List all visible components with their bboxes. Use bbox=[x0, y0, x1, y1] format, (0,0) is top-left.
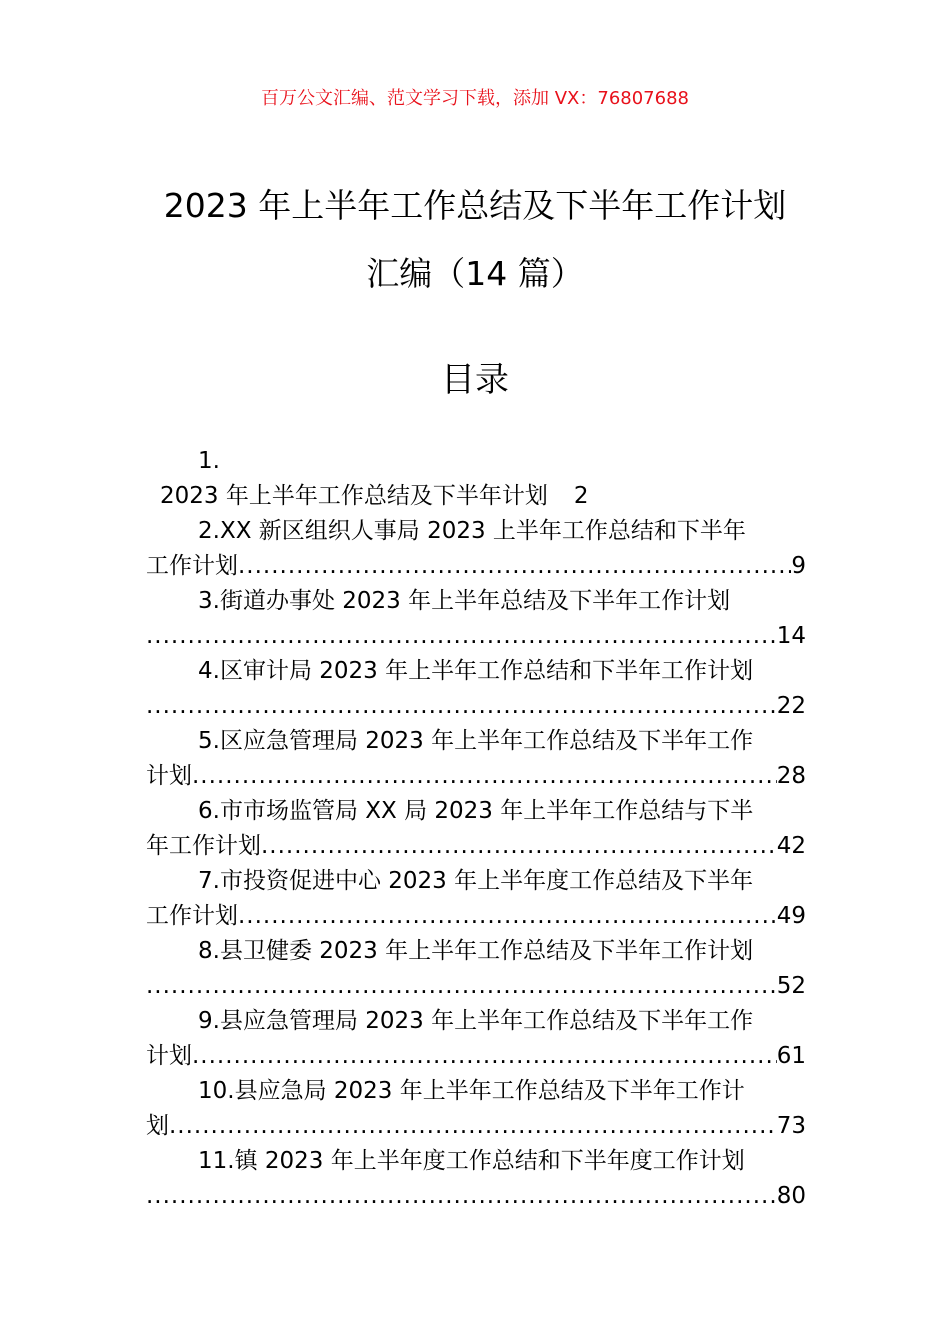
toc-entry-page: 61 bbox=[776, 1043, 806, 1069]
toc-entry-10[interactable] bbox=[146, 1074, 806, 1144]
toc-entry-title: 5.区应急管理局 2023 年上半年工作总结及下半年工作 bbox=[198, 728, 754, 754]
toc-entry-number: 1. bbox=[198, 448, 220, 474]
toc-entry-3[interactable] bbox=[146, 584, 806, 654]
toc-entry-title: 10.县应急局 2023 年上半年工作总结及下半年工作计 bbox=[198, 1078, 745, 1104]
toc-entry-title: 7.市投资促进中心 2023 年上半年度工作总结及下半年 bbox=[198, 868, 754, 894]
promo-banner: 百万公文汇编、范文学习下载，添加 VX：76807688 bbox=[261, 88, 689, 109]
toc-entry-2[interactable] bbox=[146, 514, 806, 584]
toc-entry-title-cont: 工作计划 bbox=[146, 553, 238, 579]
toc-entry-title: 9.县应急管理局 2023 年上半年工作总结及下半年工作 bbox=[198, 1008, 754, 1034]
toc-entry-page: 52 bbox=[776, 973, 806, 999]
toc-entry-title-cont: 划 bbox=[146, 1113, 169, 1139]
toc-entry-4[interactable] bbox=[146, 654, 806, 724]
leader-dots bbox=[261, 829, 777, 864]
leader-dots bbox=[146, 689, 777, 724]
document-title-line2: 汇编（14 篇） bbox=[366, 254, 584, 293]
toc-entry-title: 3.街道办事处 2023 年上半年总结及下半年工作计划 bbox=[198, 588, 731, 614]
toc-entry-7[interactable] bbox=[146, 864, 806, 934]
toc-entry-page: 49 bbox=[776, 903, 806, 929]
toc-entry-title: 8.县卫健委 2023 年上半年工作总结及下半年工作计划 bbox=[198, 938, 754, 964]
toc-entry-page: 2 bbox=[573, 483, 589, 509]
toc-entry-page: 73 bbox=[776, 1113, 806, 1139]
toc-entry-9[interactable] bbox=[146, 1004, 806, 1074]
toc-entry-title: 2.XX 新区组织人事局 2023 上半年工作总结和下半年 bbox=[198, 518, 746, 544]
toc-entry-title-cont: 计划 bbox=[146, 763, 192, 789]
toc-entry-page: 9 bbox=[791, 553, 806, 579]
toc-entry-title-cont: 年工作计划 bbox=[146, 833, 261, 859]
leader-dots bbox=[146, 969, 777, 1004]
leader-dots bbox=[146, 1179, 777, 1214]
leader-dots bbox=[192, 759, 777, 794]
toc-heading: 目录 bbox=[441, 360, 509, 400]
leader-dots bbox=[169, 1109, 777, 1144]
toc-entry-1[interactable] bbox=[146, 444, 806, 514]
toc-entry-page: 22 bbox=[776, 693, 806, 719]
table-of-contents bbox=[146, 444, 806, 1214]
toc-entry-title: 11.镇 2023 年上半年度工作总结和下半年度工作计划 bbox=[198, 1148, 745, 1174]
leader-dots bbox=[192, 1039, 777, 1074]
toc-entry-11[interactable] bbox=[146, 1144, 806, 1214]
toc-entry-page: 42 bbox=[776, 833, 806, 859]
toc-entry-5[interactable] bbox=[146, 724, 806, 794]
toc-entry-8[interactable] bbox=[146, 934, 806, 1004]
toc-entry-page: 14 bbox=[776, 623, 806, 649]
leader-dots bbox=[146, 619, 777, 654]
leader-dots bbox=[238, 899, 777, 934]
toc-entry-title: 6.市市场监管局 XX 局 2023 年上半年工作总结与下半 bbox=[198, 798, 754, 824]
toc-entry-page: 28 bbox=[776, 763, 806, 789]
toc-entry-title-cont: 工作计划 bbox=[146, 903, 238, 929]
toc-entry-title-cont: 计划 bbox=[146, 1043, 192, 1069]
toc-entry-title: 2023 年上半年工作总结及下半年计划 bbox=[160, 483, 548, 509]
leader-dots bbox=[238, 549, 791, 584]
toc-entry-6[interactable] bbox=[146, 794, 806, 864]
document-title-line1: 2023 年上半年工作总结及下半年工作计划 bbox=[163, 186, 787, 225]
toc-entry-page: 80 bbox=[776, 1183, 806, 1209]
toc-entry-title: 4.区审计局 2023 年上半年工作总结和下半年工作计划 bbox=[198, 658, 754, 684]
